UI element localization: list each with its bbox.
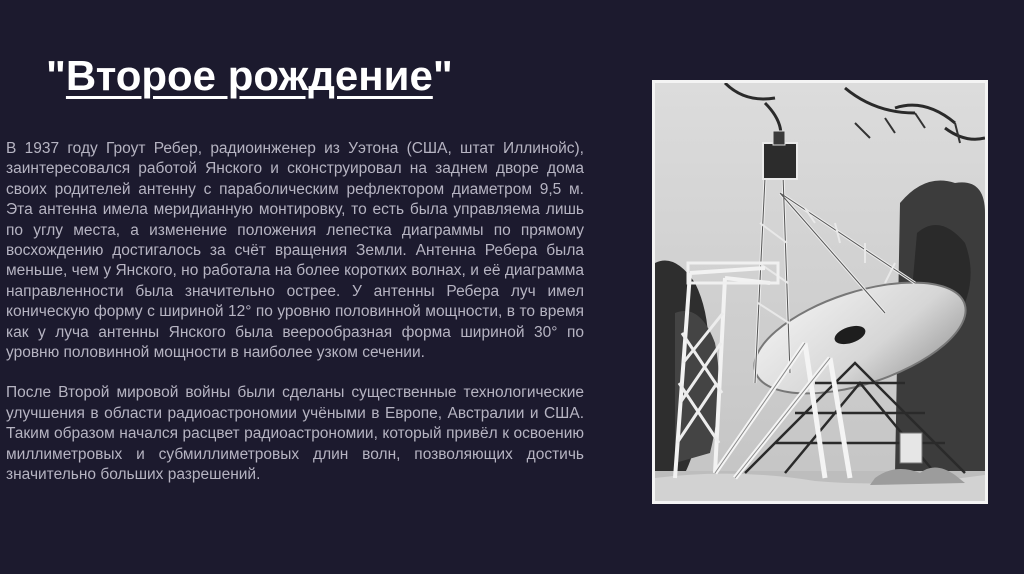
title-text: Второе рождение [65,52,433,99]
reber-antenna-photo [655,83,985,501]
paragraph-postwar: После Второй мировой войны были сделаны существенные технологические улучшения в области радиоастрономии учёными в Европе, Австралии и США. Таким образом начался расцвет радиоастрономии, который привёл к освоению миллиметровых и субмиллиметровых длин волн, позволяющих достичь значительно больших разрешений. [6,384,584,484]
body-text [6,139,584,486]
photo-frame [652,80,988,504]
paragraph-reber: В 1937 году Гроут Ребер, радиоинженер из Уэтона (США, штат Иллинойс), заинтересовался работой Янского и сконструировал на заднем дворе дома своих родителей антенну с параболическим рефлектором диаметром 9,5 м. Эта антенна имела меридианную монтировку, то есть была управляема лишь по углу места, а изменение положения лепестка диаграммы по прямому восхождению достигалось за счёт вращения Земли. Антенна Ребера была меньше, чем у Янского, но работала на более коротких волнах, и её диаграмма направленности была значительно острее. У антенны Ребера луч имел коническую форму с шириной 12° по уровню половинной мощности, в то время как у луча антенны Янского была веерообразная форма шириной 30° по уровню половинной мощности в наиболее узком сечении. [6,140,584,362]
slide-title [46,48,453,104]
title-quote-open: " [46,52,66,99]
title-quote-close: " [432,52,453,99]
